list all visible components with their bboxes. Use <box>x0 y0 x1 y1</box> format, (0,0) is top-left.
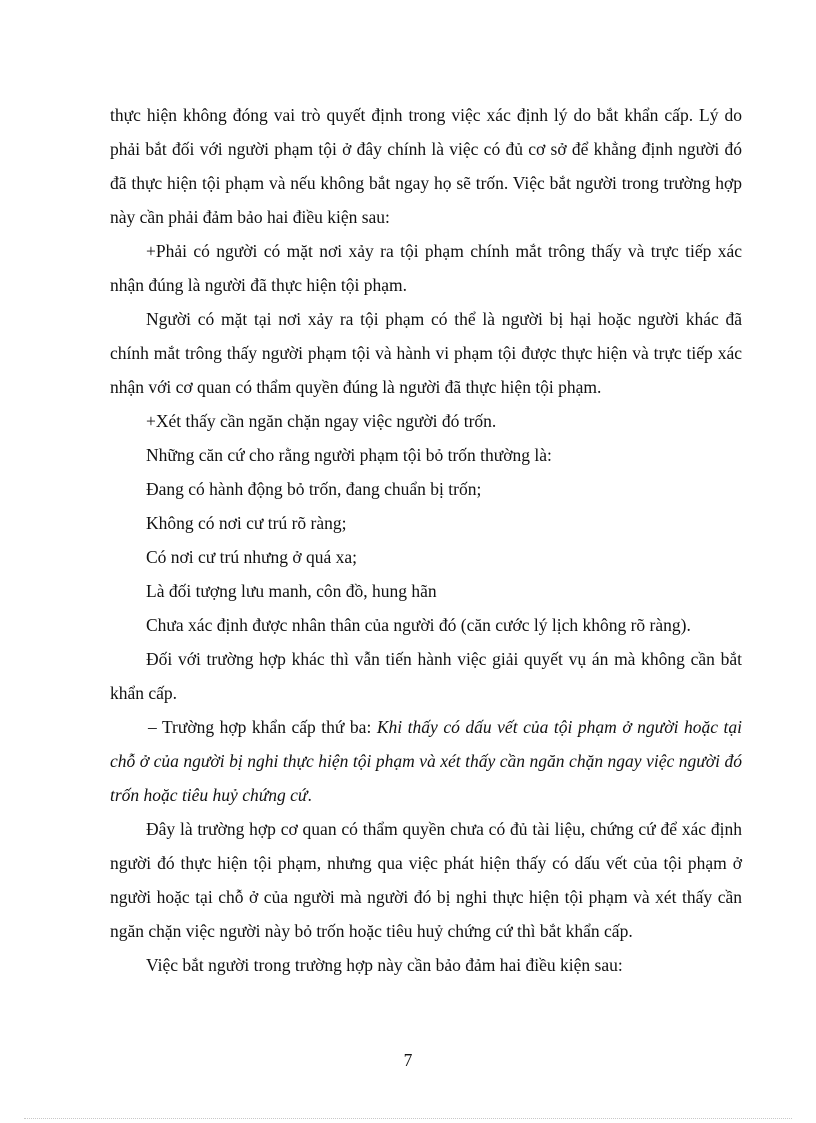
case-three-italic: Khi thấy có dấu vết của tội phạm ở người hoặc tại chỗ ở của người bị nghi thực hiện tội phạm và xét thấy cần ngăn chặn ngay việc người đó trốn hoặc tiêu huỷ chứng cứ <box>110 717 742 805</box>
list-item-ground-2: Không có nơi cư trú rõ ràng; <box>146 513 347 533</box>
paragraph-continuation: thực hiện không đóng vai trò quyết định trong việc xác định lý do bắt khẩn cấp. Lý do phải bắt đối với người phạm tội ở đây chính là việc có đủ cơ sở để khẳng định người đó đã thực hiện tội phạm và nếu không bắt ngay họ sẽ trốn. Việc bắt người trong trường hợp này cần phải đảm bảo hai điều kiện sau: <box>110 105 742 227</box>
paragraph-case-three <box>110 710 742 812</box>
list-item-ground-1: Đang có hành động bỏ trốn, đang chuẩn bị trốn; <box>146 479 482 499</box>
case-three-tail: . <box>307 785 312 805</box>
paragraph-explanation: Đây là trường hợp cơ quan có thẩm quyền chưa có đủ tài liệu, chứng cứ để xác định người đó thực hiện tội phạm, nhưng qua việc phát hiện thấy có dấu vết của tội phạm ở người hoặc tại chỗ ở của người mà người đó bị nghi thực hiện tội phạm và xét thấy cần ngăn chặn việc người này bỏ trốn hoặc tiêu huỷ chứng cứ thì bắt khẩn cấp. <box>110 819 742 941</box>
document-body <box>110 98 742 982</box>
paragraph-witness: Người có mặt tại nơi xảy ra tội phạm có thể là người bị hại hoặc người khác đã chính mắt trông thấy người phạm tội và hành vi phạm tội được thực hiện và trực tiếp xác nhận với cơ quan có thẩm quyền đúng là người đã thực hiện tội phạm. <box>110 309 742 397</box>
page-number: 7 <box>403 1050 413 1070</box>
list-item-ground-5: Chưa xác định được nhân thân của người đó (căn cước lý lịch không rõ ràng). <box>146 615 691 635</box>
footer-divider <box>24 1118 792 1119</box>
case-three-lead: – Trường hợp khẩn cấp thứ ba: <box>148 717 377 737</box>
paragraph-condition-one: +Phải có người có mặt nơi xảy ra tội phạm chính mắt trông thấy và trực tiếp xác nhận đúng là người đã thực hiện tội phạm. <box>110 241 742 295</box>
paragraph-condition-two: +Xét thấy cần ngăn chặn ngay việc người đó trốn. <box>146 411 497 431</box>
paragraph-final: Việc bắt người trong trường hợp này cần bảo đảm hai điều kiện sau: <box>146 955 623 975</box>
list-item-ground-3: Có nơi cư trú nhưng ở quá xa; <box>146 547 357 567</box>
list-item-ground-4: Là đối tượng lưu manh, côn đồ, hung hãn <box>146 581 437 601</box>
paragraph-grounds-intro: Những căn cứ cho rằng người phạm tội bỏ trốn thường là: <box>146 445 552 465</box>
paragraph-other-cases: Đối với trường hợp khác thì vẫn tiến hành việc giải quyết vụ án mà không cần bắt khẩn cấp. <box>110 649 742 703</box>
